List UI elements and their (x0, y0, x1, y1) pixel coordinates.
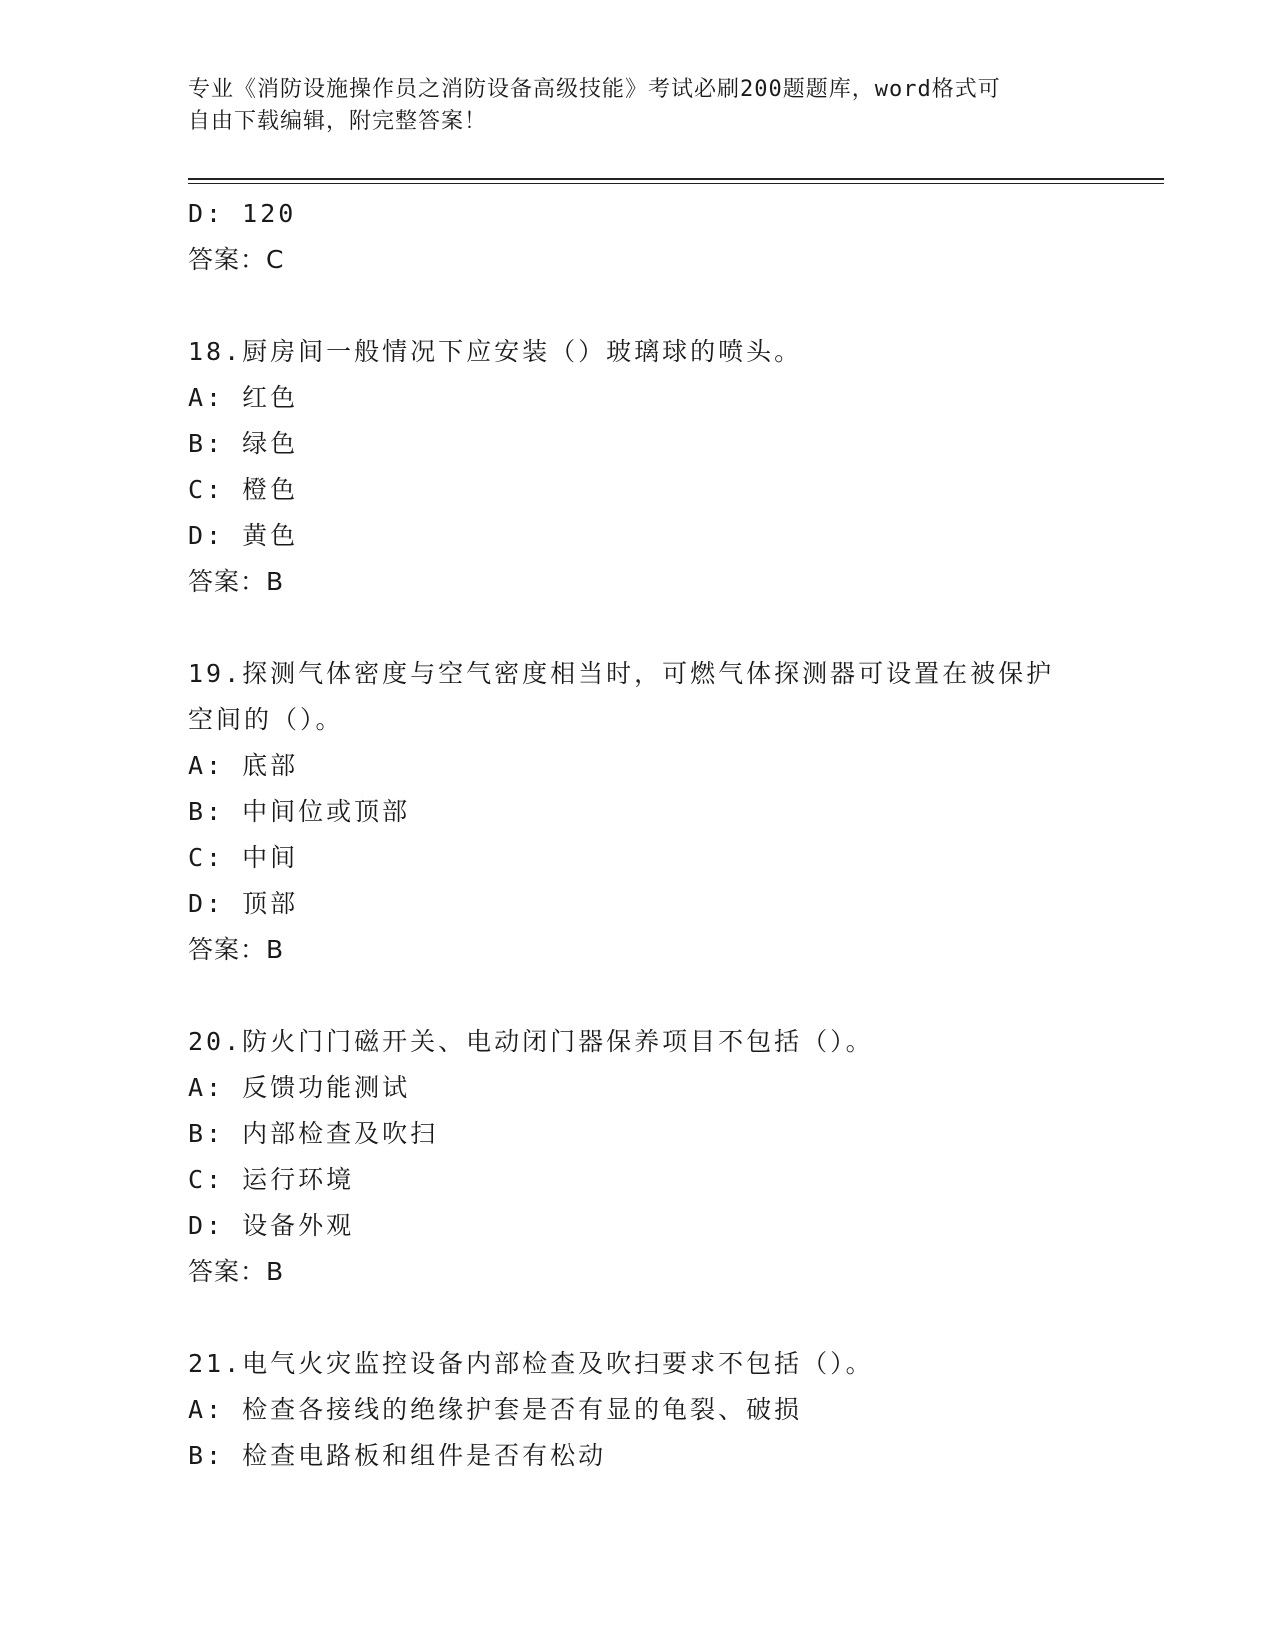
option-a: A: 红色 (188, 383, 299, 412)
question-list (188, 191, 1088, 1479)
answer-line: 答案：B (188, 935, 285, 964)
question-stem-continued: 空间的（）。 (188, 705, 344, 734)
spacer (188, 605, 1088, 651)
question-19 (188, 651, 1088, 973)
option-d: D: 120 (188, 199, 297, 228)
question-18 (188, 329, 1088, 605)
spacer (188, 973, 1088, 1019)
option-b: B: 内部检查及吹扫 (188, 1119, 439, 1148)
option-c: C: 运行环境 (188, 1165, 355, 1194)
document-header (188, 74, 1088, 138)
question-stem: 19.探测气体密度与空气密度相当时，可燃气体探测器可设置在被保护 (188, 659, 1055, 688)
option-a: A: 检查各接线的绝缘护套是否有显的龟裂、破损 (188, 1395, 803, 1424)
option-b: B: 检查电路板和组件是否有松动 (188, 1441, 607, 1470)
option-b: B: 绿色 (188, 429, 299, 458)
question-17-tail (188, 191, 1088, 283)
header-line-2: 自由下载编辑，附完整答案！ (188, 109, 488, 134)
option-c: C: 橙色 (188, 475, 299, 504)
spacer (188, 1295, 1088, 1341)
option-c: C: 中间 (188, 843, 299, 872)
option-a: A: 反馈功能测试 (188, 1073, 411, 1102)
option-d: D: 顶部 (188, 889, 299, 918)
option-d: D: 黄色 (188, 521, 299, 550)
option-a: A: 底部 (188, 751, 299, 780)
question-stem: 18.厨房间一般情况下应安装（）玻璃球的喷头。 (188, 337, 803, 366)
header-divider-thick (188, 178, 1164, 180)
question-stem: 21.电气火灾监控设备内部检查及吹扫要求不包括（）。 (188, 1349, 874, 1378)
question-21 (188, 1341, 1088, 1479)
header-line-1: 专业《消防设施操作员之消防设备高级技能》考试必刷200题题库，word格式可 (188, 77, 1001, 102)
answer-line: 答案：B (188, 1257, 285, 1286)
answer-line: 答案：B (188, 567, 285, 596)
answer-line: 答案：C (188, 245, 285, 274)
spacer (188, 283, 1088, 329)
option-d: D: 设备外观 (188, 1211, 355, 1240)
question-20 (188, 1019, 1088, 1295)
option-b: B: 中间位或顶部 (188, 797, 411, 826)
question-stem: 20.防火门门磁开关、电动闭门器保养项目不包括（）。 (188, 1027, 874, 1056)
header-divider-thin (188, 183, 1164, 184)
